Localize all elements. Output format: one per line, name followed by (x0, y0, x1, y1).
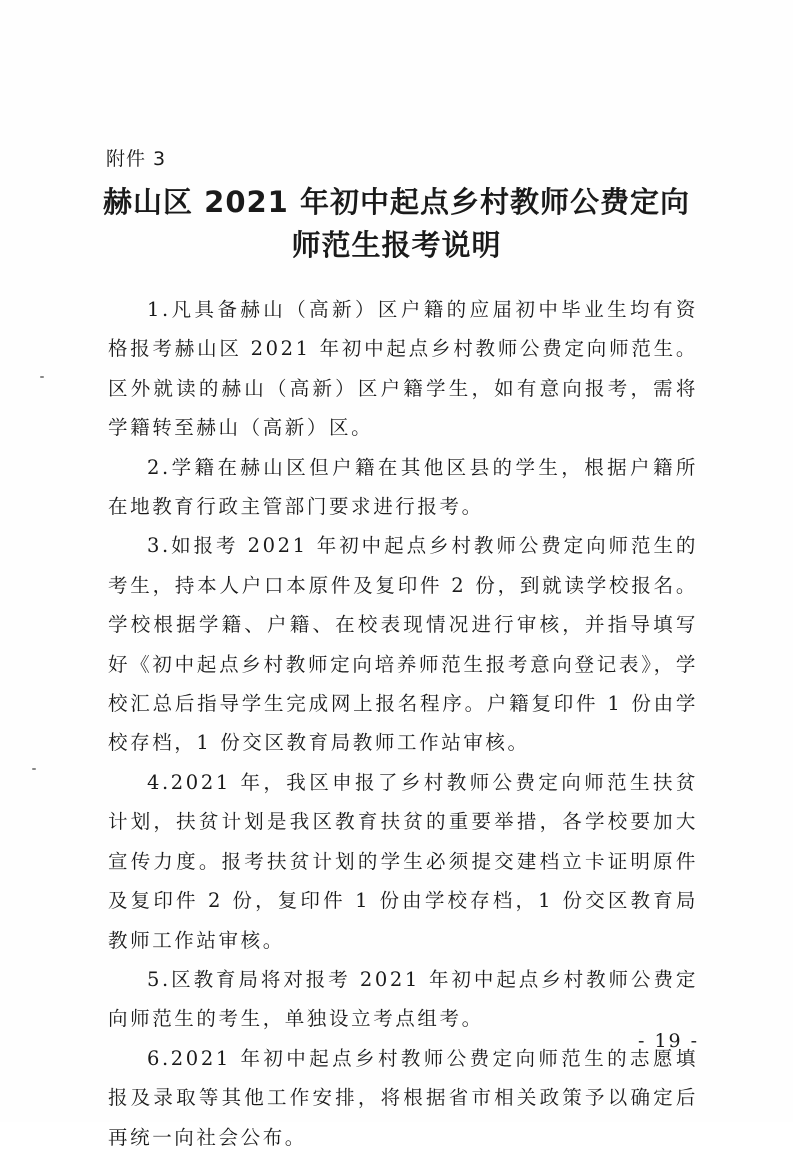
paragraph-6: 6.2021 年初中起点乡村教师公费定向师范生的志愿填报及录取等其他工作安排，将根据省市相关政策予以确定后再统一向社会公布。 (108, 1046, 698, 1149)
scan-speck (32, 768, 36, 770)
scan-speck (40, 376, 44, 378)
paragraph-1: 1.凡具备赫山（高新）区户籍的应届初中毕业生均有资格报考赫山区 2021 年初中起点乡村教师公费定向师范生。区外就读的赫山（高新）区户籍学生，如有意向报考，需将学籍转至赫山（高新）区。 (108, 298, 698, 440)
document-body (108, 290, 698, 1157)
paragraph-5: 5.区教育局将对报考 2021 年初中起点乡村教师公费定向师范生的考生，单独设立考点组考。 (108, 967, 698, 1031)
document-title-line-1: 赫山区 2021 年初中起点乡村教师公费定向 (103, 185, 690, 219)
attachment-label: 附件 3 (106, 148, 167, 170)
paragraph-3: 3.如报考 2021 年初中起点乡村教师公费定向师范生的考生，持本人户口本原件及复印件 2 份，到就读学校报名。学校根据学籍、户籍、在校表现情况进行审核，并指导填写好《初中起点乡村教师定向培养师范生报考意向登记表》，学校汇总后指导学生完成网上报名程序。户籍复印件 1 份由学校存档，1 份交区教育局教师工作站审核。 (108, 534, 698, 755)
paragraph-2: 2.学籍在赫山区但户籍在其他区县的学生，根据户籍所在地教育行政主管部门要求进行报考。 (108, 455, 698, 519)
page-number: - 19 - (638, 1030, 700, 1052)
paragraph-4: 4.2021 年，我区申报了乡村教师公费定向师范生扶贫计划，扶贫计划是我区教育扶贫的重要举措，各学校要加大宣传力度。报考扶贫计划的学生必须提交建档立卡证明原件及复印件 2 份，复印件 1 份由学校存档，1 份交区教育局教师工作站审核。 (108, 770, 698, 952)
document-title-line-2: 师范生报考说明 (291, 228, 502, 262)
